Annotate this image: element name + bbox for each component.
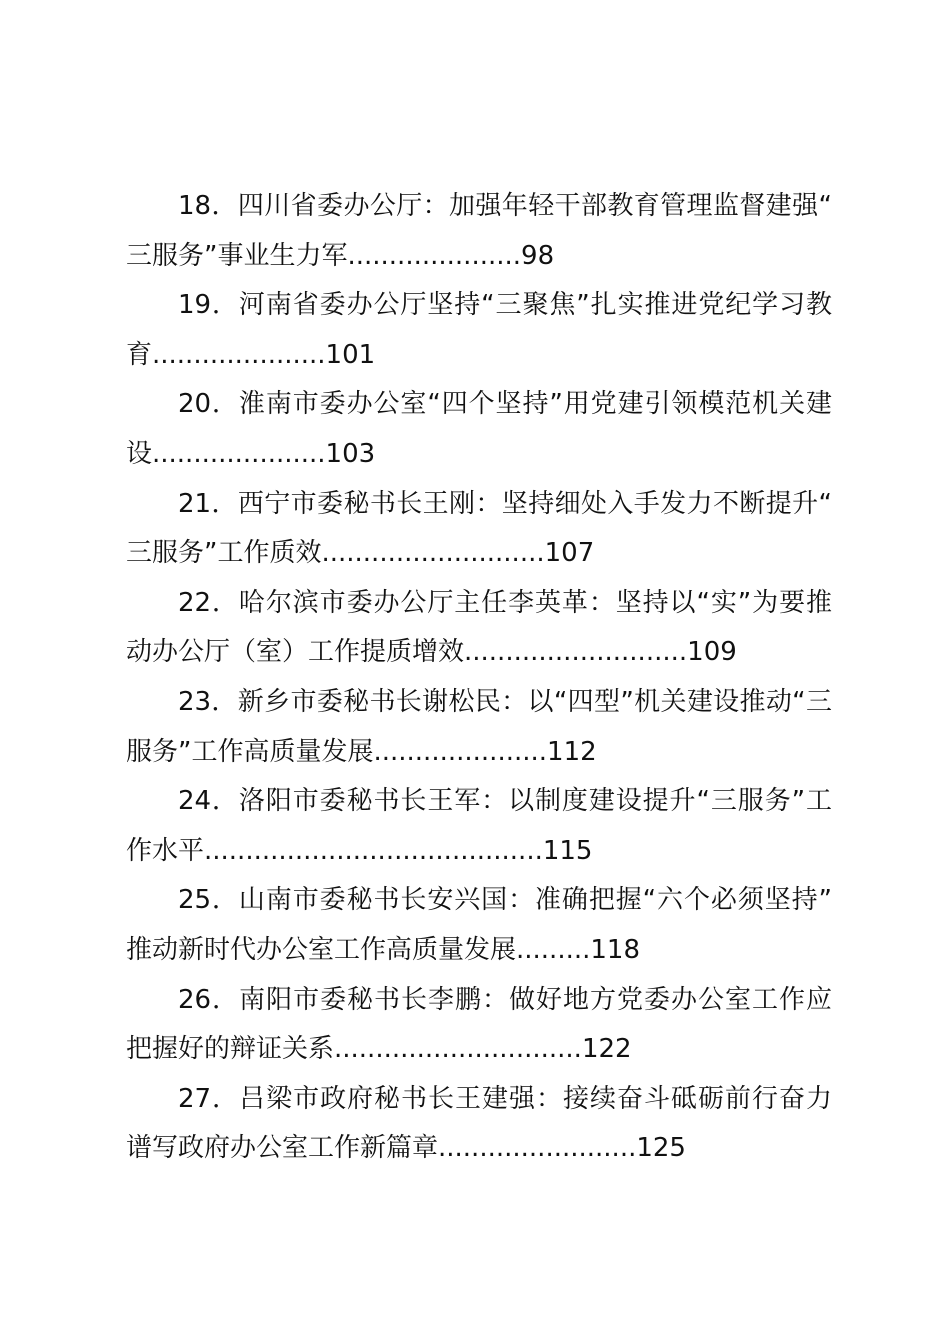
- toc-entry-19[interactable]: 19．河南省委办公厅坚持“三聚焦”扎实推进党纪学习教育.....................101: [126, 290, 832, 370]
- toc-entry-25[interactable]: 25．山南市委秘书长安兴国：准确把握“六个必须坚持”推动新时代办公室工作高质量发展.........118: [126, 885, 832, 965]
- toc-entry-21[interactable]: 21．西宁市委秘书长王刚：坚持细处入手发力不断提升“三服务”工作质效...........................107: [126, 488, 832, 569]
- toc-entry-26[interactable]: 26．南阳市委秘书长李鹏：做好地方党委办公室工作应把握好的辩证关系..............................122: [126, 984, 832, 1065]
- toc-entry-27[interactable]: 27．吕梁市政府秘书长王建强：接续奋斗砥砺前行奋力谱写政府办公室工作新篇章........................125: [126, 1083, 832, 1164]
- table-of-contents: [126, 182, 832, 1174]
- toc-entry-22[interactable]: 22．哈尔滨市委办公厅主任李英革：坚持以“实”为要推动办公厅（室）工作提质增效...........................109: [126, 587, 832, 668]
- toc-entry-23[interactable]: 23．新乡市委秘书长谢松民：以“四型”机关建设推动“三服务”工作高质量发展.....................112: [126, 686, 832, 767]
- toc-entry-20[interactable]: 20．淮南市委办公室“四个坚持”用党建引领模范机关建设.....................103: [126, 389, 832, 469]
- toc-entry-18[interactable]: 18．四川省委办公厅：加强年轻干部教育管理监督建强“三服务”事业生力军.....................98: [126, 191, 832, 271]
- toc-entry-24[interactable]: 24．洛阳市委秘书长王军：以制度建设提升“三服务”工作水平.........................................115: [126, 786, 832, 866]
